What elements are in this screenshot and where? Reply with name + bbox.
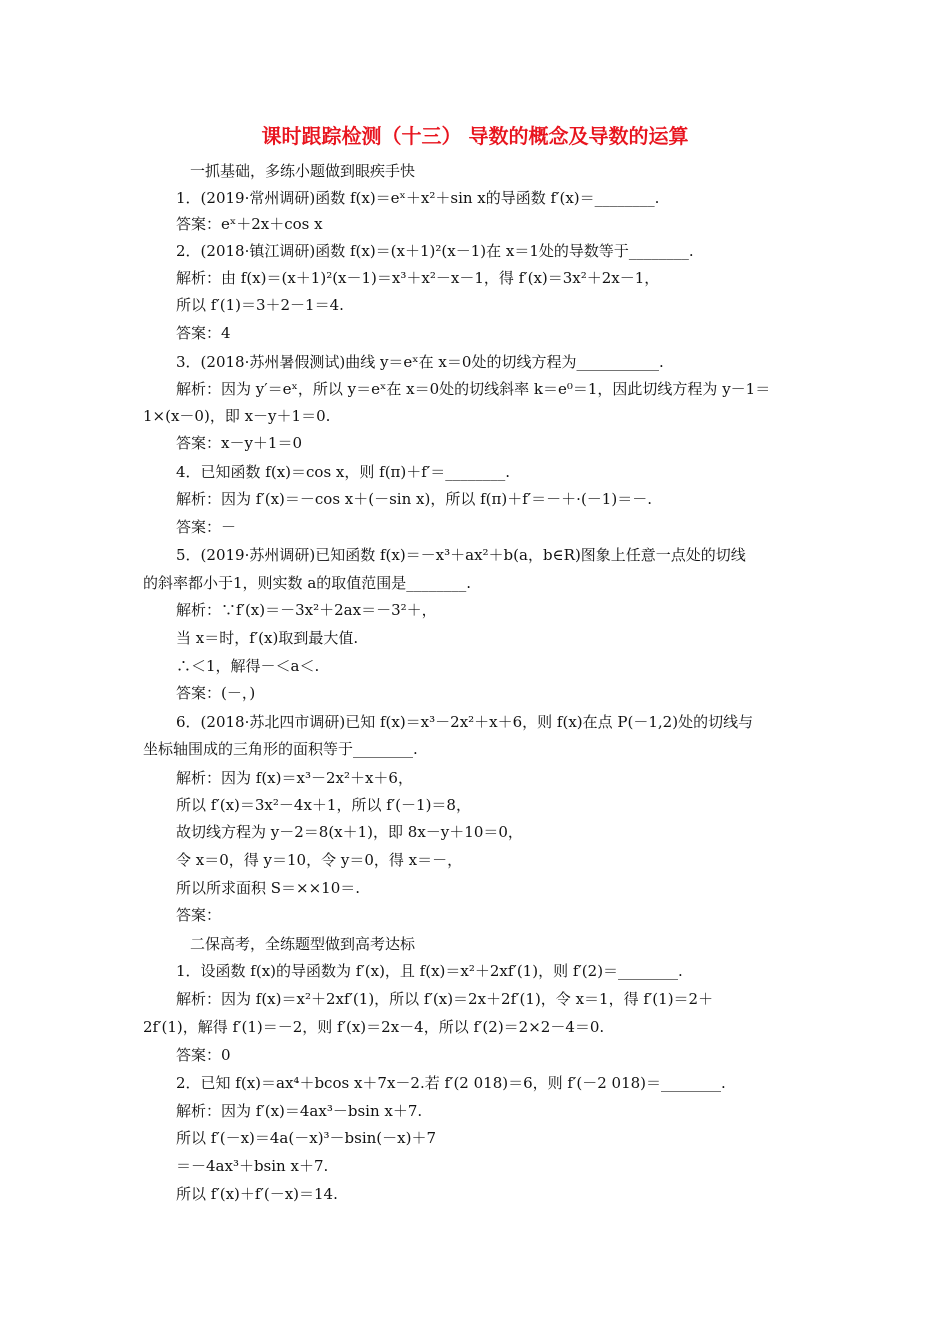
answer-line: 答案：x－y＋1＝0: [176, 434, 303, 452]
solution-line: 所以所求面积 S＝××10＝.: [176, 879, 361, 897]
solution-line: 所以 f′(x)＝3x²－4x＋1，所以 f′(－1)＝8，: [176, 796, 471, 814]
solution-line: 所以 f′(x)＋f′(－x)＝14.: [176, 1185, 338, 1203]
solution-line: 当 x＝时，f′(x)取到最大值.: [176, 629, 359, 647]
solution-line: 解析：因为 y′＝eˣ，所以 y＝eˣ在 x＝0处的切线斜率 k＝e⁰＝1，因此切线方程为 y－1＝: [176, 380, 771, 398]
solution-line: 解析：∵f′(x)＝－3x²＋2ax＝－3²＋，: [176, 601, 437, 619]
answer-line: 答案：: [176, 906, 222, 924]
solution-line: 故切线方程为 y－2＝8(x＋1)，即 8x－y＋10＝0，: [176, 823, 523, 841]
question-line: 1．设函数 f(x)的导函数为 f′(x)，且 f(x)＝x²＋2xf′(1)，则 f′(2)＝________.: [176, 962, 683, 980]
answer-line: 答案：(－，): [176, 684, 256, 702]
answer-line: 答案：0: [176, 1046, 231, 1064]
question-line: 的斜率都小于1，则实数 a的取值范围是________.: [143, 574, 472, 592]
question-line: 3．(2018·苏州暑假测试)曲线 y＝eˣ在 x＝0处的切线方程为___________.: [176, 353, 664, 371]
section-heading: 一抓基础，多练小题做到眼疾手快: [190, 162, 416, 180]
answer-line: 答案：4: [176, 324, 231, 342]
answer-line: 答案：eˣ＋2x＋cos x: [176, 215, 323, 233]
solution-line: ＝－4ax³＋bsin x＋7.: [176, 1157, 329, 1175]
solution-line: 解析：因为 f(x)＝x³－2x²＋x＋6，: [176, 769, 413, 787]
solution-line: 2f′(1)，解得 f′(1)＝－2，则 f′(x)＝2x－4，所以 f′(2)＝2×2－4＝0.: [143, 1018, 605, 1036]
question-line: 5．(2019·苏州调研)已知函数 f(x)＝－x³＋ax²＋b(a，b∈R)图象上任意一点处的切线: [176, 546, 746, 564]
question-line: 4．已知函数 f(x)＝cos x，则 f(π)＋f′＝________.: [176, 463, 510, 481]
solution-line: 解析：因为 f(x)＝x²＋2xf′(1)，所以 f′(x)＝2x＋2f′(1)，令 x＝1，得 f′(1)＝2＋: [176, 990, 714, 1008]
section-heading: 二保高考，全练题型做到高考达标: [190, 935, 416, 953]
solution-line: 1×(x－0)，即 x－y＋1＝0.: [143, 407, 331, 425]
question-line: 坐标轴围成的三角形的面积等于________.: [143, 740, 418, 758]
document-title: 课时跟踪检测（十三） 导数的概念及导数的运算: [261, 124, 689, 148]
question-line: 2．(2018·镇江调研)函数 f(x)＝(x＋1)²(x－1)在 x＝1处的导数等于________.: [176, 242, 694, 260]
solution-line: 所以 f′(1)＝3＋2－1＝4.: [176, 296, 344, 314]
answer-line: 答案：－: [176, 518, 237, 536]
question-line: 2．已知 f(x)＝ax⁴＋bcos x＋7x－2.若 f′(2 018)＝6，则 f′(－2 018)＝________.: [176, 1074, 726, 1092]
solution-line: 解析：因为 f′(x)＝4ax³－bsin x＋7.: [176, 1102, 423, 1120]
solution-line: ∴＜1，解得－＜a＜.: [176, 657, 320, 675]
solution-line: 解析：由 f(x)＝(x＋1)²(x－1)＝x³＋x²－x－1，得 f′(x)＝3x²＋2x－1，: [176, 269, 660, 287]
solution-line: 解析：因为 f′(x)＝－cos x＋(－sin x)，所以 f(π)＋f′＝－＋·(－1)＝－.: [176, 490, 652, 508]
question-line: 1．(2019·常州调研)函数 f(x)＝eˣ＋x²＋sin x的导函数 f′(x)＝________.: [176, 189, 660, 207]
question-line: 6．(2018·苏北四市调研)已知 f(x)＝x³－2x²＋x＋6，则 f(x)在点 P(－1,2)处的切线与: [176, 713, 754, 731]
solution-line: 令 x＝0，得 y＝10，令 y＝0，得 x＝－，: [176, 851, 463, 869]
solution-line: 所以 f′(－x)＝4a(－x)³－bsin(－x)＋7: [176, 1129, 437, 1147]
